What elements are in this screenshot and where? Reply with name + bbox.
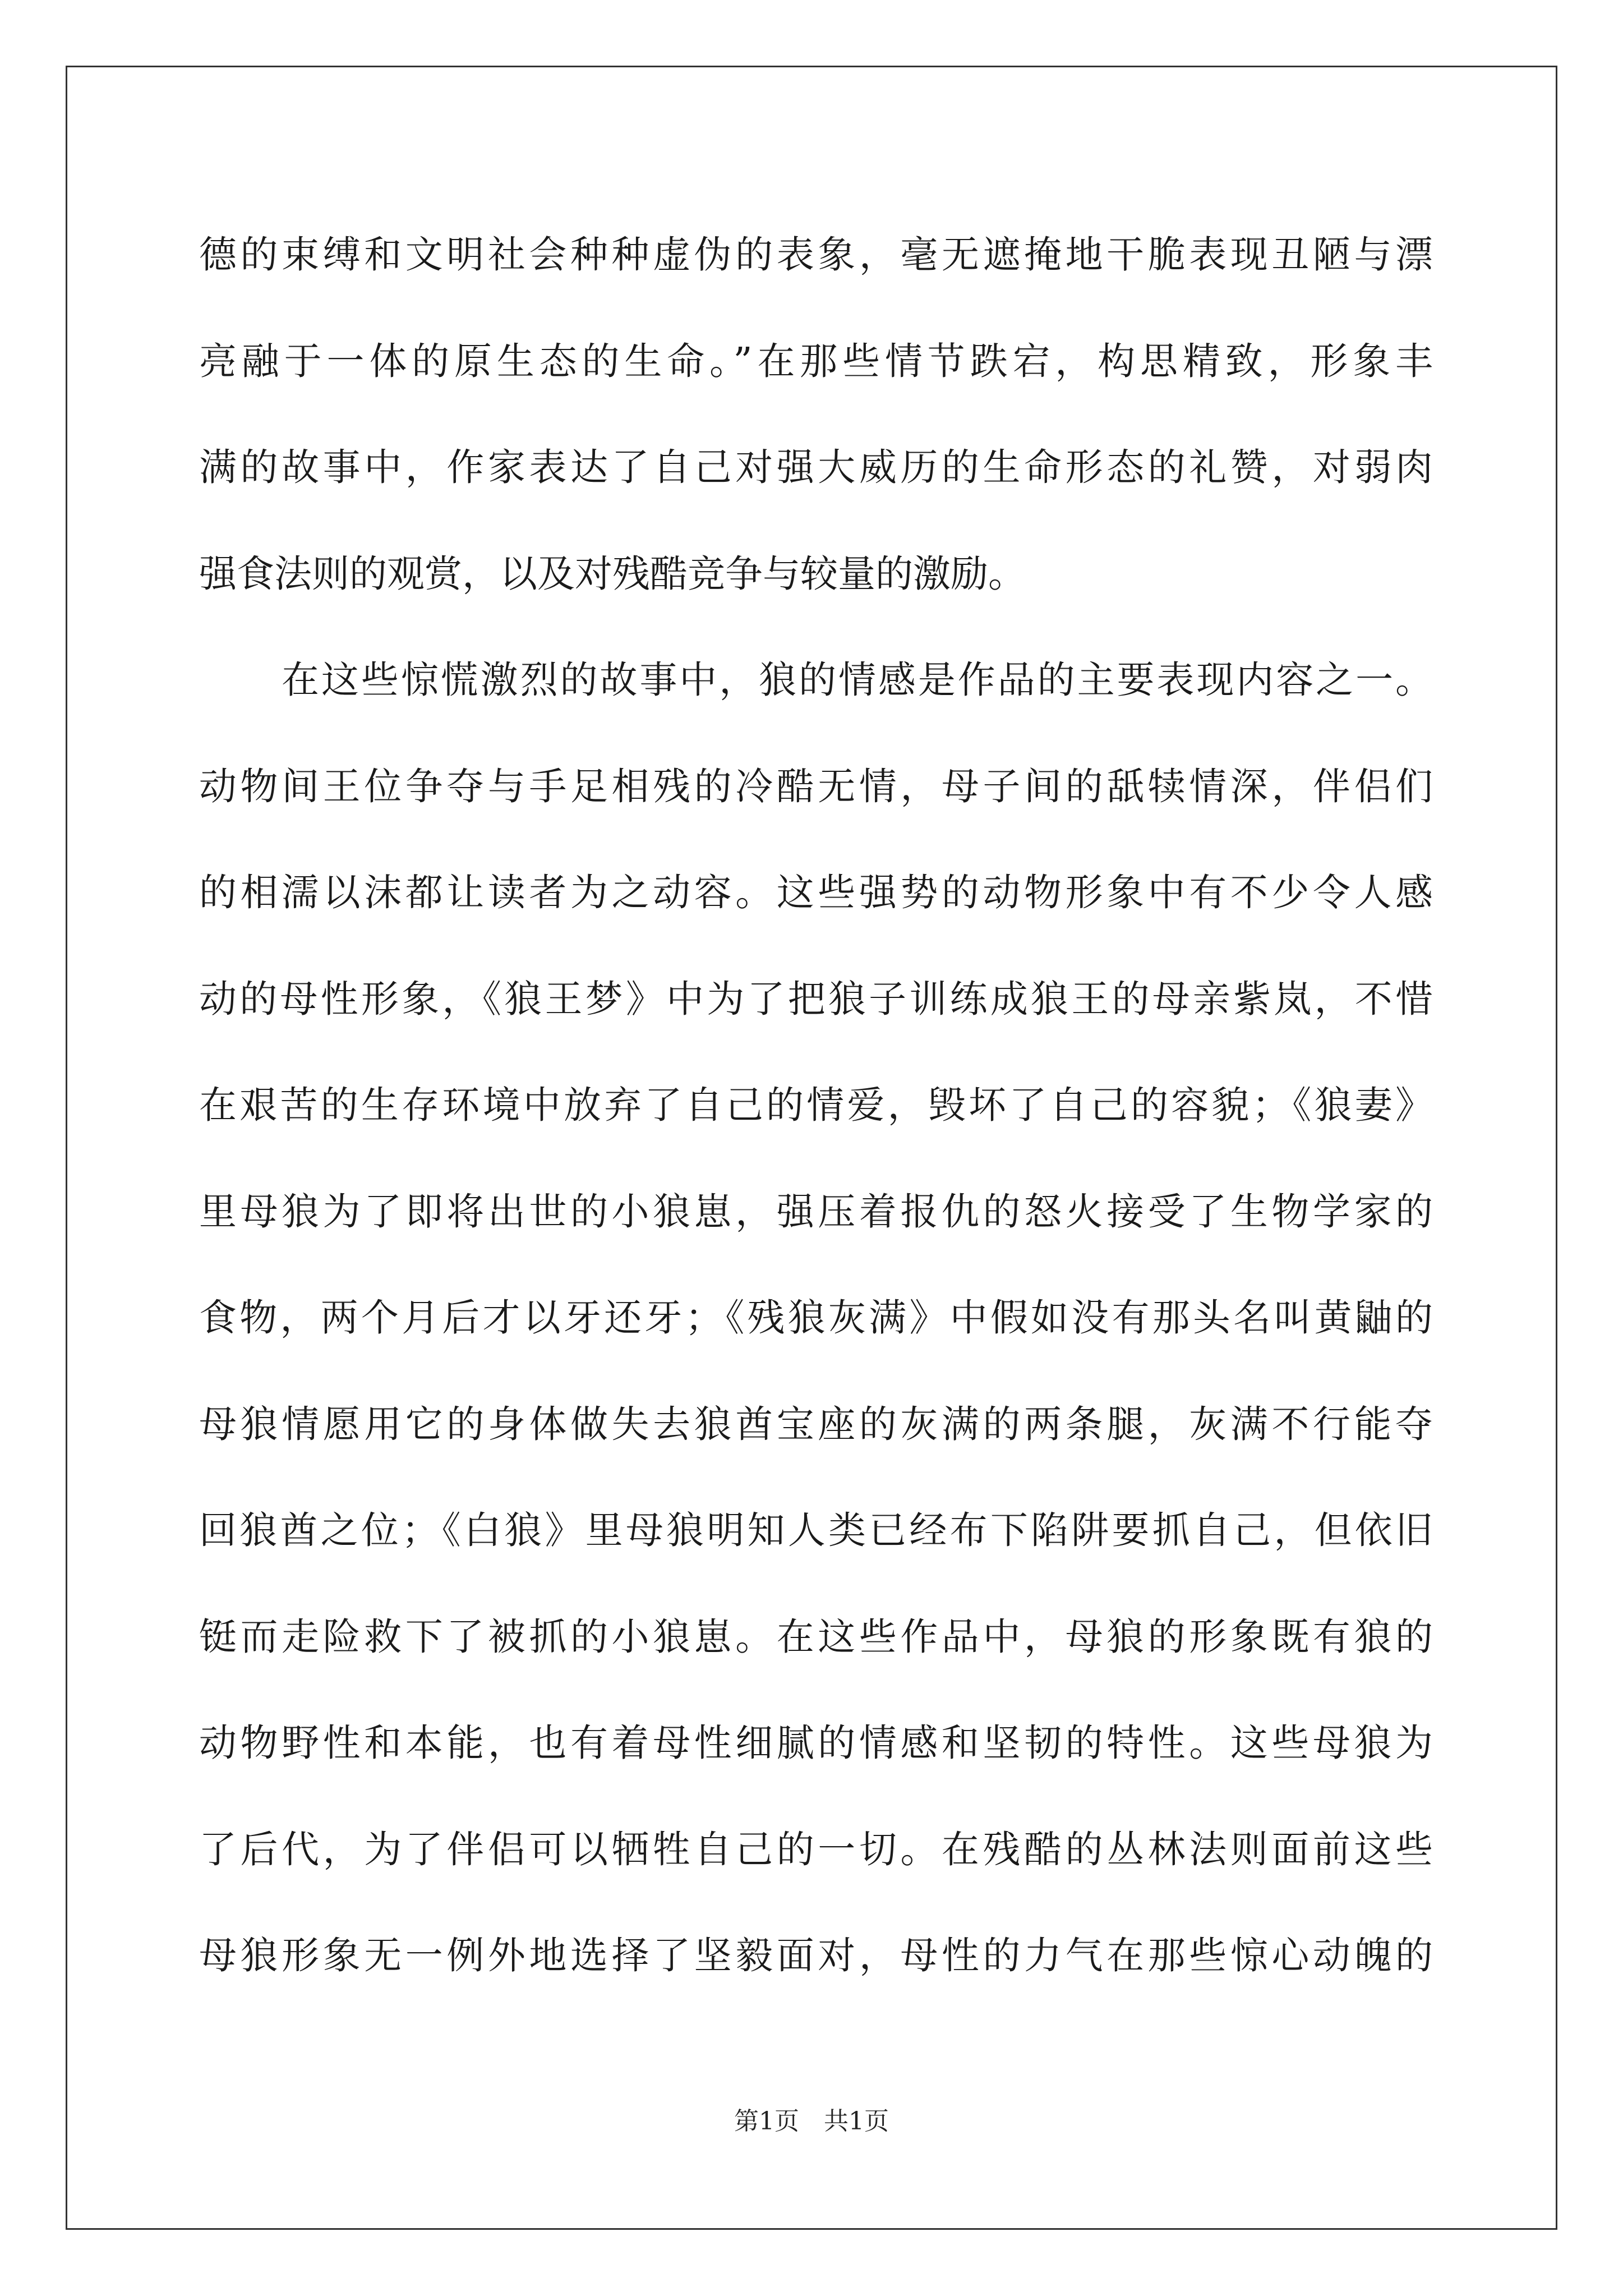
- text-line: 母狼情愿用它的身体做失去狼酋宝座的灰满的两条腿，灰满不行能夺: [199, 1402, 1433, 1446]
- text-line: 亮融于一体的原生态的生命。”在那些情节跌宕，构思精致，形象丰: [199, 339, 1433, 383]
- text-line: 的相濡以沫都让读者为之动容。这些强势的动物形象中有不少令人感: [199, 871, 1433, 914]
- text-line: 回狼酋之位；《白狼》里母狼明知人类已经布下陷阱要抓自己，但依旧: [199, 1508, 1433, 1552]
- text-line: 在艰苦的生存环境中放弃了自己的情爱，毁坏了自己的容貌；《狼妻》: [199, 1083, 1433, 1127]
- text-line: 强食法则的观赏，以及对残酷竞争与较量的激励。: [199, 551, 1026, 596]
- text-line: 动的母性形象，《狼王梦》中为了把狼子训练成狼王的母亲紫岚，不惜: [199, 977, 1433, 1021]
- text-line: 了后代，为了伴侣可以牺牲自己的一切。在残酷的丛林法则面前这些: [199, 1827, 1433, 1871]
- text-line: 动物野性和本能，也有着母性细腻的情感和坚韧的特性。这些母狼为: [199, 1721, 1433, 1765]
- text-line: 食物，两个月后才以牙还牙；《残狼灰满》中假如没有那头名叫黄鼬的: [199, 1296, 1433, 1340]
- text-line: 满的故事中，作家表达了自己对强大威历的生命形态的礼赞，对弱肉: [199, 445, 1433, 489]
- text-line: 铤而走险救下了被抓的小狼崽。在这些作品中，母狼的形象既有狼的: [199, 1614, 1433, 1659]
- page-number-footer: 第1页 共1页: [734, 2107, 889, 2136]
- text-line: 母狼形象无一例外地选择了坚毅面对，母性的力气在那些惊心动魄的: [199, 1934, 1433, 1977]
- text-line: 里母狼为了即将出世的小狼崽，强压着报仇的怒火接受了生物学家的: [199, 1189, 1433, 1234]
- text-line: 德的束缚和文明社会种种虚伪的表象，毫无遮掩地干脆表现丑陋与漂: [199, 233, 1433, 277]
- paragraph-first-line: 在这些惊慌激烈的故事中，狼的情感是作品的主要表现内容之一。: [282, 658, 1433, 702]
- document-body: [199, 202, 1433, 2009]
- text-line: 动物间王位争夺与手足相残的冷酷无情，母子间的舐犊情深，伴侣们: [199, 764, 1433, 808]
